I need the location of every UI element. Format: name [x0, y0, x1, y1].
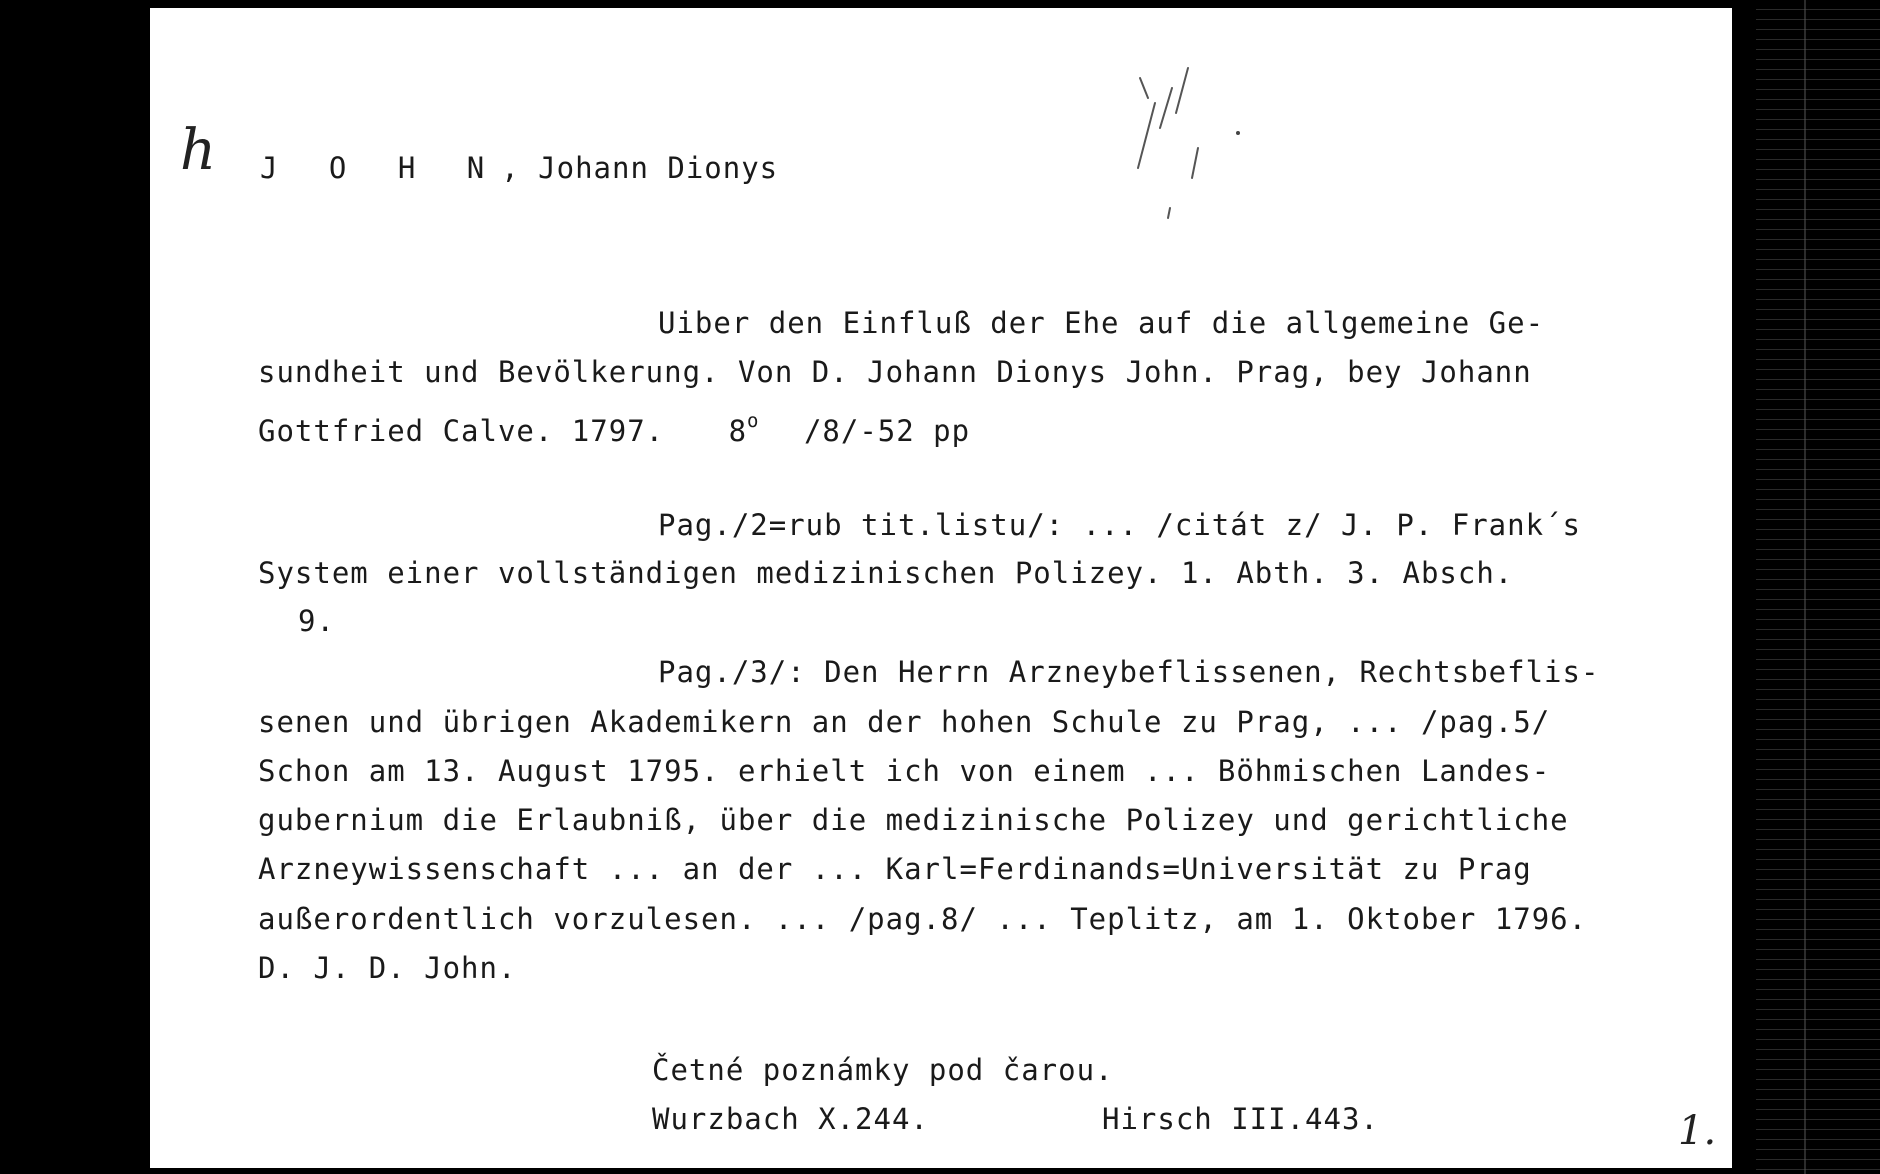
note2-line-4: gubernium die Erlaubniß, über die medizinische Polizey und gerichtliche — [258, 803, 1569, 837]
footnotes-remark: Četné poznámky pod čarou. — [652, 1053, 1114, 1087]
note1-line-3: 9. — [298, 604, 335, 638]
author-heading — [260, 151, 778, 185]
catalog-card — [150, 8, 1732, 1168]
reference-wurzbach: Wurzbach X.244. — [652, 1102, 929, 1136]
author-given-names: Johann Dionys — [538, 151, 779, 185]
note2-line-1: Pag./3/: Den Herrn Arzneybeflissenen, Rechtsbeflis- — [658, 655, 1600, 689]
reference-hirsch: Hirsch III.443. — [1102, 1102, 1379, 1136]
note2-line-3: Schon am 13. August 1795. erhielt ich von einem ... Böhmischen Landes- — [258, 754, 1551, 788]
format-value: 8$^o$ — [728, 410, 760, 448]
pencil-scribble — [1110, 58, 1270, 228]
title-line-2: sundheit und Bevölkerung. Von D. Johann Dionys John. Prag, bey Johann — [258, 355, 1532, 389]
scan-edge-strip — [1756, 0, 1880, 1174]
heading-separator: , — [501, 151, 520, 185]
card-number: 1. — [1678, 1108, 1717, 1154]
pagination-value: /8/-52 pp — [803, 414, 971, 448]
title-line-3 — [258, 404, 970, 448]
imprint-text: Gottfried Calve. 1797. — [258, 414, 665, 448]
handwritten-mark: h — [180, 118, 217, 183]
author-surname: J O H N — [260, 151, 502, 185]
note2-line-7: D. J. D. John. — [258, 951, 517, 985]
note1-line-2: System einer vollständigen medizinischen Polizey. 1. Abth. 3. Absch. — [258, 556, 1514, 590]
note2-line-2: senen und übrigen Akademikern an der hohen Schule zu Prag, ... /pag.5/ — [258, 705, 1551, 739]
note2-line-5: Arzneywissenschaft ... an der ... Karl=Ferdinands=Universität zu Prag — [258, 852, 1532, 886]
title-line-1: Uiber den Einfluß der Ehe auf die allgemeine Ge- — [658, 306, 1545, 340]
note1-line-1: Pag./2=rub tit.listu/: ... /citát z/ J. P. Frank´s — [658, 508, 1581, 542]
note2-line-6: außerordentlich vorzulesen. ... /pag.8/ ... Teplitz, am 1. Oktober 1796. — [258, 902, 1588, 936]
